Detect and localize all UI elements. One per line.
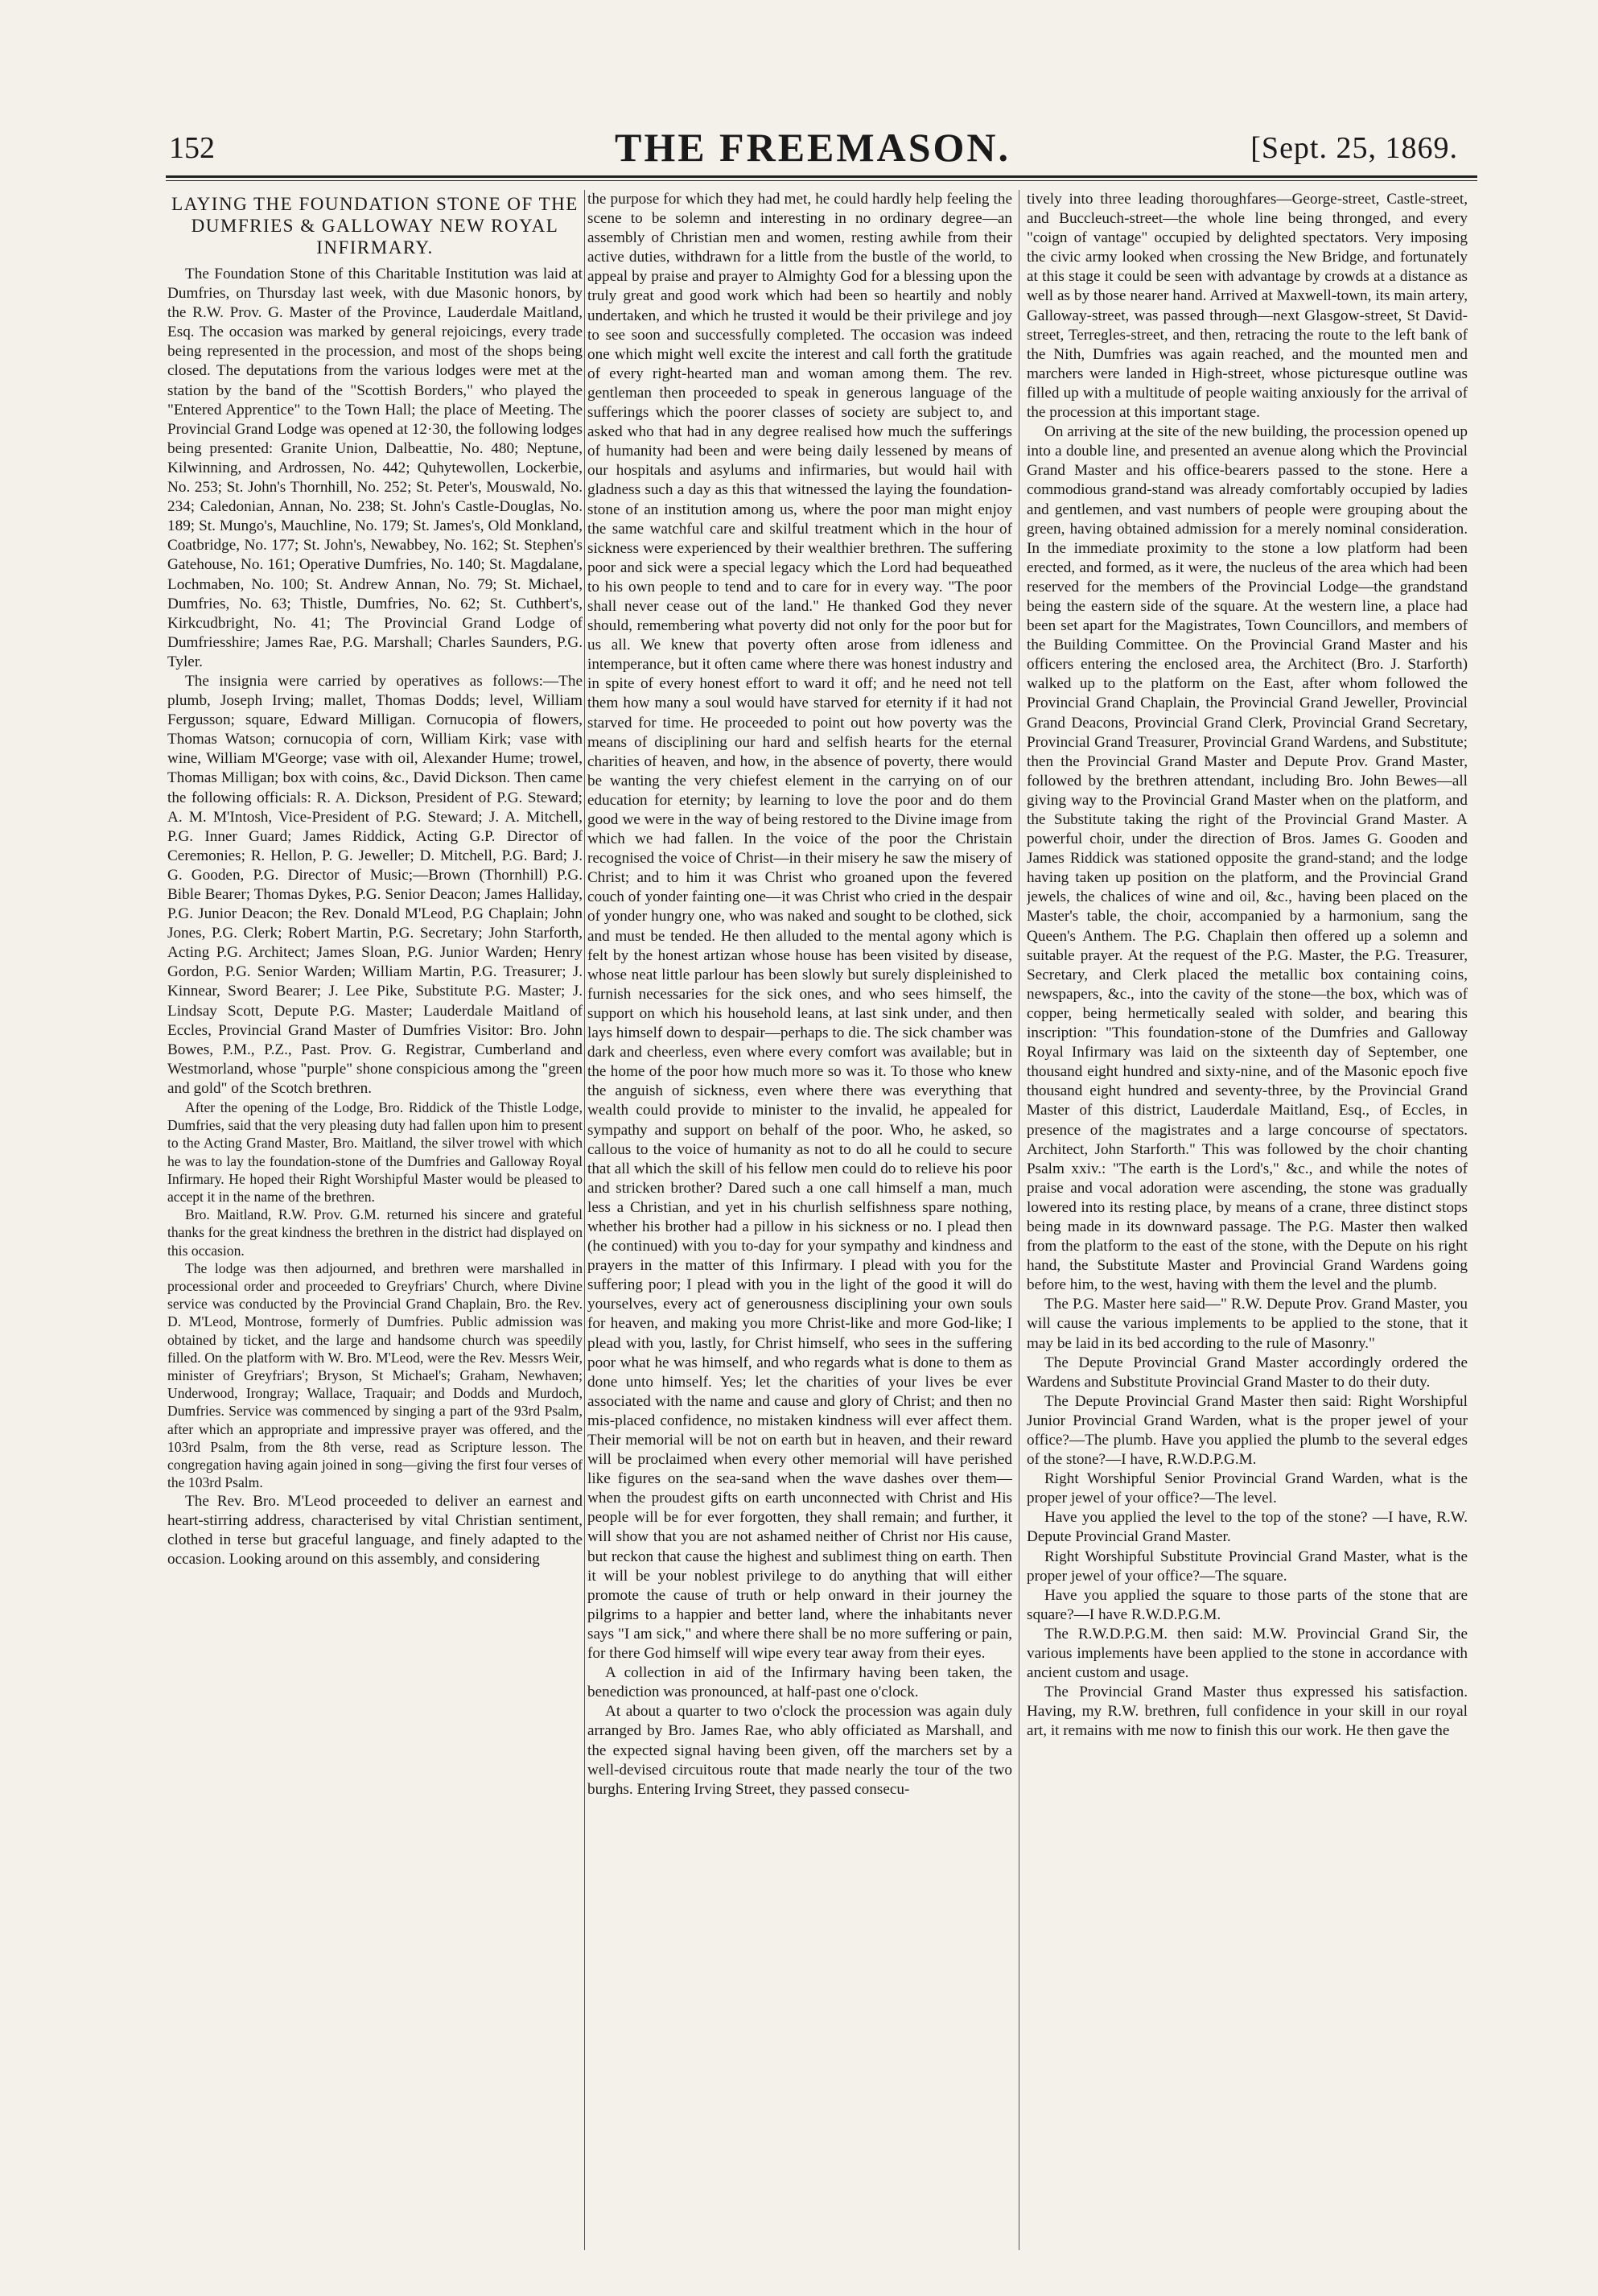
paragraph: Right Worshipful Senior Provincial Grand Warden, what is the proper jewel of your office?—The level.	[1027, 1470, 1468, 1507]
article-column-3	[1027, 190, 1468, 2250]
paragraph: At about a quarter to two o'clock the procession was again duly arranged by Bro. James Rae, who ably officiated as Marshall, and the expected signal having been given, off the marchers set by a well-devised circuitous route that made nearly the tour of the two burghs. Entering Irving Street, they passed consecu-	[587, 1703, 1012, 1798]
paragraph: The Foundation Stone of this Charitable Institution was laid at Dumfries, on Thursday last week, with due Masonic honors, by the R.W. Prov. G. Master of the Province, Lauderdale Maitland, Esq. The occasion was marked by general rejoicings, every trade being represented in the procession, and most of the shops being closed. The deputations from the various lodges were met at the station by the band of the "Scottish Borders," who played the "Entered Apprentice" to the Town Hall; the place of Meeting. The Provincial Grand Lodge was opened at 12·30, the following lodges being presented: Granite Union, Dalbeattie, No. 480; Neptune, Kilwinning, and Ardrossen, No. 442; Quhytewollen, Lockerbie, No. 253; St. John's Thornhill, No. 252; St. Peter's, Mouswald, No. 234; Caledonian, Annan, No. 238; St. John's Castle-Douglas, No. 189; St. Mungo's, Mauchline, No. 179; St. James's, Old Monkland, Coatbridge, No. 177; St. John's, Newabbey, No. 162; St. Stephen's Gatehouse, No. 161; Operative Dumfries, No. 140; St. Magdalane, Lochmaben, No. 100; St. Andrew Annan, No. 79; St. Michael, Dumfries, No. 63; Thistle, Dumfries, No. 62; St. Cuthbert's, Kirkcudbright, No. 41; The Provincial Grand Lodge of Dumfriesshire; James Rae, P.G. Marshall; Charles Saunders, P.G. Tyler.	[167, 266, 583, 670]
paragraph: The Provincial Grand Master thus expressed his satisfaction. Having, my R.W. brethren, full confidence in your skill in our royal art, it remains with me now to finish this our work. He then gave the	[1027, 1684, 1468, 1740]
paragraph: Have you applied the square to those parts of the stone that are square?—I have R.W.D.P.G.M.	[1027, 1586, 1468, 1623]
issue-date: [Sept. 25, 1869.	[1250, 131, 1458, 165]
paragraph: Bro. Maitland, R.W. Prov. G.M. returned his sincere and grateful thanks for the great kindness the brethren in the district had displayed on this occasion.	[167, 1206, 583, 1259]
masthead-rule	[166, 175, 1477, 178]
article-column-1	[167, 190, 583, 2250]
paragraph: The R.W.D.P.G.M. then said: M.W. Provincial Grand Sir, the various implements have been applied to the stone in accordance with ancient custom and usage.	[1027, 1625, 1468, 1682]
page-number: 152	[169, 131, 215, 165]
paragraph: The P.G. Master here said—" R.W. Depute Prov. Grand Master, you will cause the various implements to be applied to the stone, that it may be laid in its bed according to the rule of Masonry."	[1027, 1296, 1468, 1352]
article-headline: LAYING THE FOUNDATION STONE OF THE DUMFRIES & GALLOWAY NEW ROYAL INFIRMARY.	[171, 194, 579, 258]
paragraph: On arriving at the site of the new building, the procession opened up into a double line, and presented an avenue along which the Provincial Grand Master and his office-bearers passed to the stone. Here a commodious grand-stand was already comfortably occupied by ladies and gentlemen, and vast numbers of people were grouping about the green, having obtained admission for a merely nominal consideration. In the immediate proximity to the stone a low platform had been erected, and formed, as it were, the nucleus of the area which had been reserved for the members of the Provincial Lodge—the grandstand being the eastern side of the square. At the western line, a place had been set apart for the Magistrates, Town Councillors, and members of the Building Committee. On the Provincial Grand Master and his officers entering the enclosed area, the Architect (Bro. J. Starforth) walked up to the platform on the East, after whom followed the Provincial Grand Chaplain, the Provincial Grand Jeweller, Provincial Grand Deacons, Provincial Grand Clerk, Provincial Grand Secretary, Provincial Grand Treasurer, Provincial Grand Wardens, and Substitute; then the Provincial Grand Master and Depute Prov. Grand Master, followed by the brethren attendant, including Bro. John Bewes—all giving way to the Provincial Grand Master when on the platform, and the Substitute taking the right of the Provincial Grand Master. A powerful choir, under the direction of Bros. James G. Gooden and James Riddick was stationed opposite the grand-stand; and the lodge having taken up position on the platform, and the Provincial Grand jewels, the chalices of wine and oil, &c., having been placed on the Master's table, the choir, accompanied by a harmonium, sang the Queen's Anthem. The P.G. Chaplain then offered up a solemn and suitable prayer. At the request of the P.G. Master, the P.G. Treasurer, Secretary, and Clerk placed the metallic box containing coins, newspapers, &c., into the cavity of the stone—the box, which was of copper, being hermetically sealed with solder, and bearing this inscription: "This foundation-stone of the Dumfries and Galloway Royal Infirmary was laid on the sixteenth day of September, one thousand eight hundred and sixty-nine, and of the Masonic epoch five thousand eight hundred and seventy-three, by the Provincial Grand Master of this district, Lauderdale Maitland, Esq., of Eccles, in presence of the magistrates and a large concourse of spectators. Architect, John Starforth." This was followed by the choir chanting Psalm xxiv.: "The earth is the Lord's," &c., and while the notes of praise and vocal adoration were ascending, the stone was gradually lowered into its resting place, by means of a crane, three distinct stops being made in its downward passage. The P.G. Master then walked from the platform to the east of the stone, with the Depute on his right hand, the Substitute Master and Provincial Grand Wardens going before him, to the west, having with them the level and the plumb.	[1027, 423, 1468, 1294]
masthead	[153, 119, 1472, 175]
paragraph: the purpose for which they had met, he could hardly help feeling the scene to be solemn and interesting in no ordinary degree—an assembly of Christian men and women, resting awhile from their active duties, withdrawn for a little from the bustle of the world, to appeal by praise and prayer to Almighty God for a blessing upon the truly great and good work which had been so heartily and nobly undertaken, and which he trusted it would be their privilege and joy to see soon and successfully completed. The occasion was indeed one which might well excite the interest and call forth the gratitude of every right-hearted man and woman among them. The rev. gentleman then proceeded to speak in generous language of the sufferings which the poorer classes of society are subject to, and asked who that had in any degree realised how much the sufferings of humanity had been and were being daily lessened by means of our hospitals and asylums and infirmaries, but would hail with gladness such a day as this that witnessed the laying the foundation-stone of an institution among us, where the poor man might enjoy the same watchful care and skilful treatment which in the hour of sickness were experienced by their wealthier brethren. The suffering poor and sick were a special legacy which the Lord had bequeathed to his own people to tend and to care for in every way. "The poor shall never cease out of the land." He thanked God they never should, remembering what poverty did not only for the poor but for us all. We knew that poverty often arose from idleness and intemperance, but it often came where there was honest industry and in spite of every honest effort to ward it off; and he need not tell them how many a soul would have starved for eternity if it had not starved for time. He proceeded to point out how poverty was the means of disciplining our hard and selfish hearts for the eternal charities of heaven, and how, in the absence of poverty, there would be wanting the very chiefest element in the carrying on of our education for eternity; by learning to love the poor and do them good we were in the way of being restored to the Divine image from which we had fallen. In the voice of the poor the Christain recognised the voice of Christ—in their misery he saw the misery of Christ; and to him it was Christ who groaned upon the fevered couch of yonder fainting one—it was Christ who cried in the despair of yonder hungry one, who was naked and sought to be clothed, sick and must be tended. He then alluded to the mental agony which is felt by the honest artizan whose house has been visited by disease, whose neat little parlour has been slowly but surely displeinished to furnish necessaries for the sick ones, and who sees himself, the support on which his household leans, at last sink under, and then lays himself down to despair—perhaps to die. The sick chamber was dark and cheerless, even where every comfort was available; but in the home of the poor how much more so was it. To those who knew the anguish of sickness, even where there was everything that wealth could provide to minister to the invalid, he appealed for sympathy and support on behalf of the poor. Who, he asked, so callous to the voice of humanity as not to do all he could to secure that all which the skill of his fellow men could do to relieve his poor and stricken brother? Dared such a one call himself a man, much less a Christian, and yet in his churlish selfishness spare nothing, whether his brother had a pillow in his sickness or no. I plead then (he continued) with you to-day for your sympathy and kindness and prayers in the matter of this Infirmary. I plead with you for the suffering poor; I plead with you in the light of the good it will do yourselves, every act of generousness disciplining your own souls for heaven, and making you more Christ-like and more God-like; I plead with you, lastly, for Christ himself, who sees in the suffering poor what he was himself, and who regards what is done to them as done unto himself. Yes; let the charities of your lives be ever associated with the name and cause and glory of Christ; and then no mis-placed confidence, no mistaken kindness will ever affect them. Their memorial will be not on earth but in heaven, and their reward will be proclaimed when every other memorial will have perished like figures on the sea-sand when the wave dashes over them—when the proudest gifts on earth unconnected with Christ and His people will be for ever forgotten, they shall remain; and further, it will show that you are not ashamed neither of Christ nor His cause, but reckon that cause the highest and sublimest thing on earth. Then it will be your noblest privilege to do anything that will either promote the cause of truth or help onward in their journey the pilgrims to a happier and better land, where the inhabitants never says "I am sick," and where there shall be no more suffering or pain, for there God himself will wipe every tear away from their eyes.	[587, 191, 1012, 1663]
paragraph: The lodge was then adjourned, and brethren were marshalled in processional order and proceeded to Greyfriars' Church, where Divine service was conducted by the Provincial Grand Chaplain, Bro. the Rev. D. M'Leod, Montrose, formerly of Dumfries. Public admission was obtained by ticket, and the large and handsome church was speedily filled. On the platform with W. Bro. M'Leod, were the Rev. Messrs Weir, minister of Greyfriars'; Bryson, St Michael's; Graham, Newhaven; Underwood, Irongray; Wallace, Traquair; and Dodds and Murdoch, Dumfries. Service was commenced by singing a part of the 93rd Psalm, after which an appropriate and impressive prayer was offered, and the 103rd Psalm, from the 8th verse, read as Scripture lesson. The congregation having again joined in song—giving the first four verses of the 103rd Psalm.	[167, 1259, 583, 1491]
paragraph: The Depute Provincial Grand Master accordingly ordered the Wardens and Substitute Provincial Grand Master to do their duty.	[1027, 1354, 1468, 1391]
paragraph: Have you applied the level to the top of the stone? —I have, R.W. Depute Provincial Grand Master.	[1027, 1509, 1468, 1546]
paragraph: A collection in aid of the Infirmary having been taken, the benediction was pronounced, at half-past one o'clock.	[587, 1664, 1012, 1701]
article-column-2	[587, 190, 1012, 2250]
paragraph: The Depute Provincial Grand Master then said: Right Worshipful Junior Provincial Grand Warden, what is the proper jewel of your office?—The plumb. Have you applied the plumb to the several edges of the stone?—I have, R.W.D.P.G.M.	[1027, 1392, 1468, 1469]
paragraph: The Rev. Bro. M'Leod proceeded to deliver an earnest and heart-stirring address, characterised by vital Christian sentiment, clothed in terse but graceful language, and finely adapted to the occasion. Looking around on this assembly, and considering	[167, 1492, 583, 1568]
column-divider	[584, 190, 585, 2250]
masthead-rule-thin	[166, 180, 1477, 181]
newspaper-title: THE FREEMASON.	[614, 125, 1011, 170]
paragraph: The insignia were carried by operatives as follows:—The plumb, Joseph Irving; mallet, Thomas Dodds; level, William Fergusson; square, Edward Milligan. Cornucopia of flowers, Thomas Watson; cornucopia of corn, William Kirk; vase with wine, William M'George; vase with oil, Alexander Hume; trowel, Thomas Milligan; box with coins, &c., David Dickson. Then came the following officials: R. A. Dickson, President of P.G. Steward; A. M. M'Intosh, Vice-President of P.G. Steward; J. A. Mitchell, P.G. Inner Guard; James Riddick, Acting G.P. Director of Ceremonies; R. Hellon, P. G. Jeweller; D. Mitchell, P.G. Bard; J. G. Gooden, P.G. Director of Music;—Brown (Thornhill) P.G. Bible Bearer; Thomas Dykes, P.G. Senior Deacon; James Halliday, P.G. Junior Deacon; the Rev. Donald M'Leod, P.G Chaplain; John Jones, P.G. Clerk; Robert Martin, P.G. Secretary; John Starforth, Acting P.G. Architect; James Sloan, P.G. Junior Warden; Henry Gordon, P.G. Senior Warden; William Martin, P.G. Treasurer; J. Kinnear, Sword Bearer; J. Lee Pike, Substitute P.G. Master; J. Lindsay Scott, Depute P.G. Master; Lauderdale Maitland of Eccles, Provincial Grand Master of Dumfries Visitor: Bro. John Bowes, P.M., P.Z., Past. Prov. G. Registrar, Cumberland and Westmorland, whose "purple" shone conspicious among the "green and gold" of the Scotch brethren.	[167, 672, 583, 1097]
paragraph: tively into three leading thoroughfares—George-street, Castle-street, and Buccleuch-street—the whole line being thronged, and every "coign of vantage" occupied by delighted spectators. Very imposing the civic army looked when crossing the New Bridge, and fortunately at this stage it could be seen with advantage by crowds at a distance as well as by those nearer hand. Arrived at Maxwell-town, its main artery, Galloway-street, was passed through—next Glasgow-street, St David-street, Terregles-street, and then, retracing the route to the left bank of the Nith, Dumfries was again reached, and the mounted men and marchers were landed in High-street, whose picturesque outline was filled up with a multitude of people waiting anxiously for the arrival of the procession at this important stage.	[1027, 191, 1468, 422]
paragraph: Right Worshipful Substitute Provincial Grand Master, what is the proper jewel of your office?—The square.	[1027, 1548, 1468, 1585]
paragraph: After the opening of the Lodge, Bro. Riddick of the Thistle Lodge, Dumfries, said that the very pleasing duty had fallen upon him to present to the Acting Grand Master, Bro. Maitland, the silver trowel with which he was to lay the foundation-stone of the Dumfries and Galloway Royal Infirmary. He hoped their Right Worshipful Master would be pleased to accept it in the name of the brethren.	[167, 1099, 583, 1206]
